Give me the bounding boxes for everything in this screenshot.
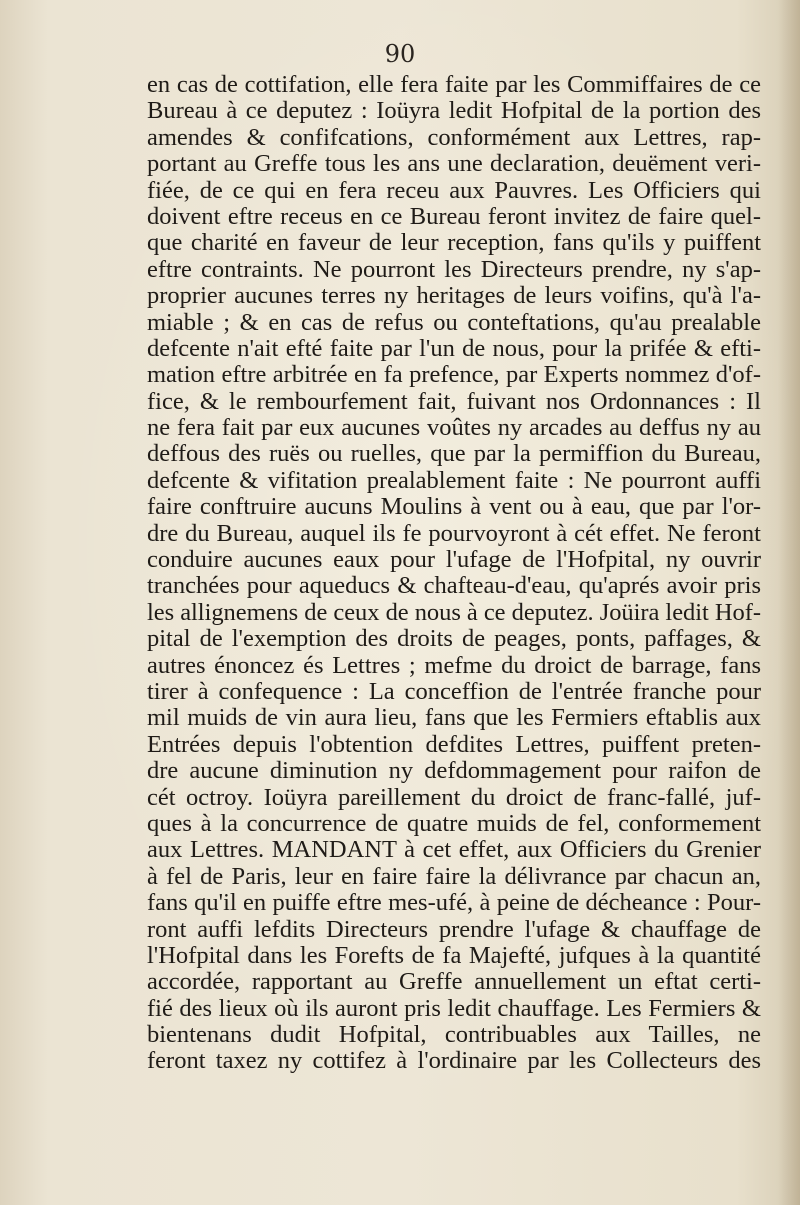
text-line: fans qu'il en puiffe eftre mes-ufé, à peine de décheance : Pour- bbox=[147, 889, 761, 917]
text-line: Bureau à ce deputez : Ioüyra ledit Hofpital de la portion des bbox=[147, 97, 761, 125]
text-line: dre du Bureau, auquel ils fe pourvoyront à cét effet. Ne feront bbox=[147, 519, 761, 547]
text-line: en cas de cottifation, elle fera faite par les Commiffaires de ce bbox=[147, 71, 761, 98]
text-line: aux Lettres. MANDANT à cet effet, aux Officiers du Grenier bbox=[147, 836, 761, 864]
text-line: à fel de Paris, leur en faire faire la délivrance par chacun an, bbox=[147, 862, 761, 890]
text-line: ront auffi lefdits Directeurs prendre l'ufage & chauffage de bbox=[147, 915, 761, 943]
text-line: accordée, rapportant au Greffe annuellement un eftat certi- bbox=[147, 968, 761, 996]
text-line: portant au Greffe tous les ans une declaration, deuëment veri- bbox=[147, 150, 761, 178]
text-line: ques à la concurrence de quatre muids de fel, conformement bbox=[147, 809, 761, 837]
text-line: fiée, de ce qui en fera receu aux Pauvres. Les Officiers qui bbox=[147, 176, 761, 204]
text-line: que charité en faveur de leur reception, fans qu'ils y puiffent bbox=[147, 229, 761, 257]
text-line: l'Hofpital dans les Forefts de fa Majefté, jufques à la quantité bbox=[147, 941, 761, 969]
text-line: doivent eftre receus en ce Bureau feront invitez de faire quel- bbox=[147, 202, 761, 230]
text-line: defcente & vifitation prealablement faite : Ne pourront auffi bbox=[147, 466, 761, 494]
text-line: feront taxez ny cottifez à l'ordinaire par les Collecteurs des bbox=[147, 1047, 761, 1075]
text-line: tranchées pour aqueducs & chafteau-d'eau, qu'aprés avoir pris bbox=[147, 572, 761, 600]
text-line: dre aucune diminution ny defdommagement pour raifon de bbox=[147, 757, 761, 785]
text-line: mation eftre arbitrée en fa prefence, par Experts nommez d'of- bbox=[147, 361, 761, 389]
page-number: 90 bbox=[384, 40, 416, 68]
text-line: autres énoncez és Lettres ; mefme du droict de barrage, fans bbox=[147, 651, 761, 679]
text-line: defcente n'ait efté faite par l'un de nous, pour la prifée & efti- bbox=[147, 334, 761, 362]
text-line: proprier aucunes terres ny heritages de leurs voifins, qu'à l'a- bbox=[147, 282, 761, 310]
text-line: ne fera fait par eux aucunes voûtes ny arcades au deffus ny au bbox=[147, 414, 761, 442]
text-line: amendes & confifcations, conformément aux Lettres, rap- bbox=[147, 123, 761, 151]
text-line: eftre contraints. Ne pourront les Directeurs prendre, ny s'ap- bbox=[147, 255, 761, 283]
text-line: pital de l'exemption des droits de peages, ponts, paffages, & bbox=[147, 625, 761, 653]
text-line: miable ; & en cas de refus ou conteftations, qu'au prealable bbox=[147, 308, 761, 336]
text-line: cét octroy. Ioüyra pareillement du droict de franc-fallé, juf- bbox=[147, 783, 761, 811]
text-line: tirer à confequence : La conceffion de l'entrée franche pour bbox=[147, 677, 761, 705]
body-text bbox=[147, 72, 761, 1075]
text-line: faire conftruire aucuns Moulins à vent ou à eau, que par l'or- bbox=[147, 493, 761, 521]
text-line: fice, & le rembourfement fait, fuivant nos Ordonnances : Il bbox=[147, 387, 761, 415]
text-line: bientenans dudit Hofpital, contribuables aux Tailles, ne bbox=[147, 1021, 761, 1049]
text-line: deffous des ruës ou ruelles, que par la permiffion du Bureau, bbox=[147, 440, 761, 468]
text-line: les allignemens de ceux de nous à ce deputez. Joüira ledit Hof- bbox=[147, 598, 761, 626]
text-line: mil muids de vin aura lieu, fans que les Fermiers eftablis aux bbox=[147, 704, 761, 732]
text-line: conduire aucunes eaux pour l'ufage de l'Hofpital, ny ouvrir bbox=[147, 546, 761, 574]
text-line: fié des lieux où ils auront pris ledit chauffage. Les Fermiers & bbox=[147, 994, 761, 1022]
text-line: Entrées depuis l'obtention defdites Lettres, puiffent preten- bbox=[147, 730, 761, 758]
page-gutter-shadow bbox=[778, 0, 800, 1205]
